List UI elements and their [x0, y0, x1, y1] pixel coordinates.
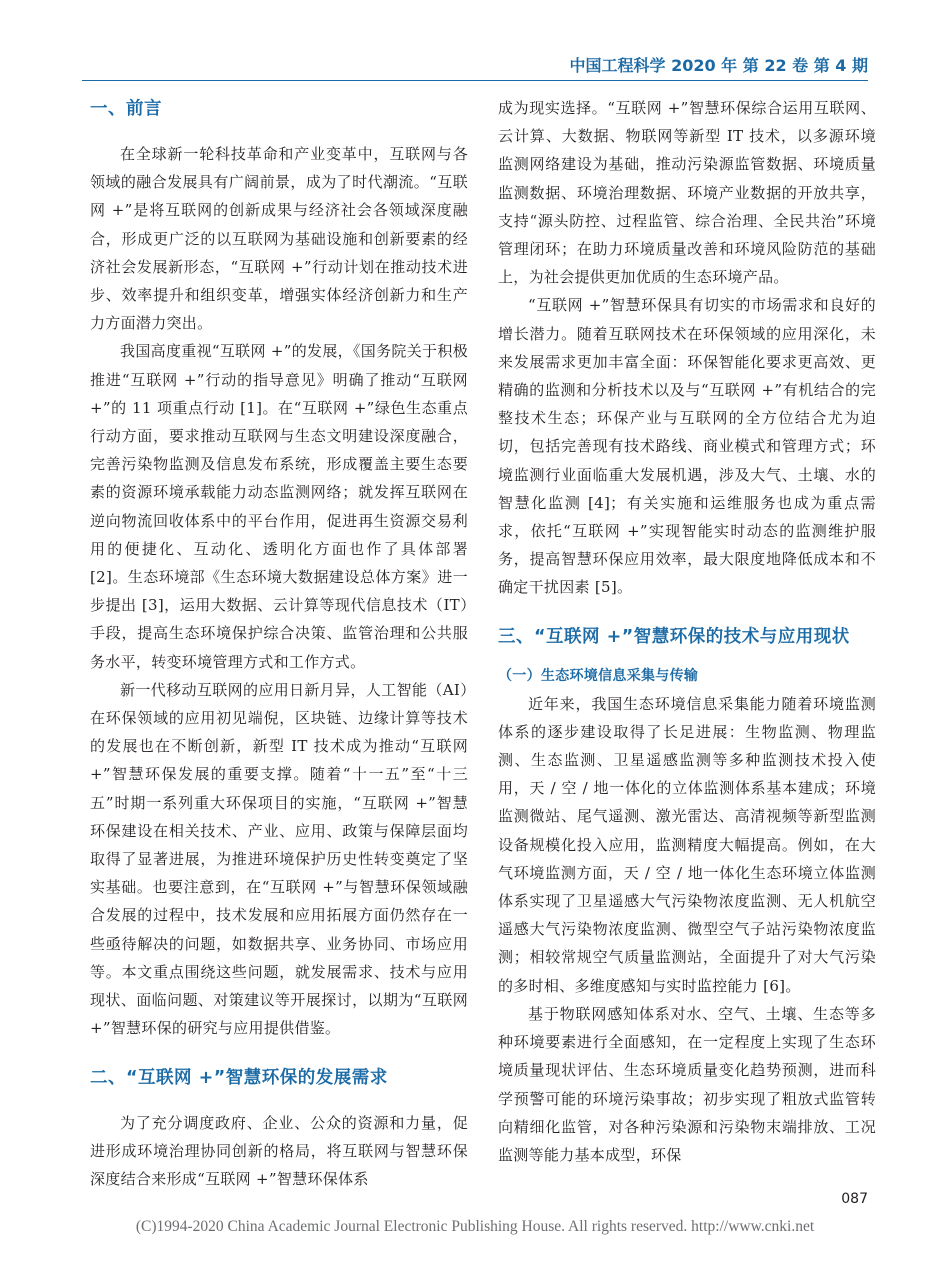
subsection-heading-information-collection: （一）生态环境信息采集与传输 [498, 667, 699, 684]
page-number: 087 [841, 1191, 868, 1207]
paragraph: 我国高度重视“互联网 +”的发展，《国务院关于积极推进“互联网 +”行动的指导意见》明确了推动“互联网 +”的 11 项重点行动 [1]。在“互联网 +”绿色生态重点行动方面，要求推动互联网与生态文明建设深度融合，完善污染物监测及信息发布系统，形成覆盖主要生态要素的资源环境承载能力动态监测网络；就发挥互联网在逆向物流回收体系中的平台作用，促进再生资源交易利用的便捷化、互动化、透明化方面也作了具体部署 [2]。生态环境部《生态环境大数据建设总体方案》进一步提出 [3]，运用大数据、云计算等现代信息技术（IT）手段，提高生态环境保护综合决策、监管治理和公共服务水平，转变环境管理方式和工作方式。 [90, 342, 468, 671]
paragraph: 近年来，我国生态环境信息采集能力随着环境监测体系的逐步建设取得了长足进展：生物监测、物理监测、生态监测、卫星遥感监测等多种监测技术投入使用，天 / 空 / 地一体化的立体监测体系基本建成；环境监测微站、尾气遥测、激光雷达、高清视频等新型监测设备规模化投入应用，监测精度大幅提高。例如，在大气环境监测方面，天 / 空 / 地一体化生态环境立体监测体系实现了卫星遥感大气污染物浓度监测、无人机航空遥感大气污染物浓度监测、微型空气子站污染物浓度监测；相较常规空气质量监测站，全面提升了对大气污染的多时相、多维度感知与实时监控能力 [6]。 [498, 694, 876, 995]
section-heading-technology-status: 三、“互联网 +”智慧环保的技术与应用现状 [498, 626, 850, 647]
copyright-footer: (C)1994-2020 China Academic Journal Electronic Publishing House. All rights reserved. http://www.cnki.net [135, 1218, 815, 1235]
paragraph: 在全球新一轮科技革命和产业变革中，互联网与各领域的融合发展具有广阔前景，成为了时代潮流。“互联网 +”是将互联网的创新成果与经济社会各领域深度融合，形成更广泛的以互联网为基础设施和创新要素的经济社会发展新形态，“互联网 +”行动计划在推动技术进步、效率提升和组织变革，增强实体经济创新力和生产力方面潜力突出。 [90, 145, 468, 333]
right-column [498, 94, 876, 1169]
running-header-title: 中国工程科学 2020 年 第 22 卷 第 4 期 [569, 56, 868, 75]
paragraph: 基于物联网感知体系对水、空气、土壤、生态等多种环境要素进行全面感知，在一定程度上实现了生态环境质量现状评估、生态环境质量变化趋势预测，进而科学预警可能的环境污染事故；初步实现了粗放式监管转向精细化监管，对各种污染源和污染物末端排放、工况监测等能力基本成型，环保 [498, 1004, 876, 1164]
paragraph: 为了充分调度政府、企业、公众的资源和力量，促进形成环境治理协同创新的格局，将互联网与智慧环保深度结合来形成“互联网 +”智慧环保体系 [90, 1113, 468, 1188]
paragraph: 新一代移动互联网的应用日新月异，人工智能（AI）在环保领域的应用初见端倪，区块链、边缘计算等技术的发展也在不断创新，新型 IT 技术成为推动“互联网 +”智慧环保发展的重要支撑。随着“十一五”至“十三五”时期一系列重大环保项目的实施，“互联网 +”智慧环保建设在相关技术、产业、应用、政策与保障层面均取得了显著进展，为推进环境保护历史性转变奠定了坚实基础。也要注意到，在“互联网 +”与智慧环保领域融合发展的过程中，技术发展和应用拓展方面仍然存在一些亟待解决的问题，如数据共享、业务协同、市场应用等。本文重点围绕这些问题，就发展需求、技术与应用现状、面临问题、对策建议等开展探讨，以期为“互联网 +”智慧环保的研究与应用提供借鉴。 [90, 680, 468, 1038]
header-divider [82, 80, 868, 81]
left-column [90, 94, 468, 1193]
paragraph: “互联网 +”智慧环保具有切实的市场需求和良好的增长潜力。随着互联网技术在环保领域的应用深化，未来发展需求更加丰富全面：环保智能化要求更高效、更精确的监测和分析技术以及与“互联网 +”有机结合的完整技术生态；环保产业与互联网的全方位结合尤为迫切，包括完善现有技术路线、商业模式和管理方式；环境监测行业面临重大发展机遇，涉及大气、土壤、水的智慧化监测 [4]；有关实施和运维服务也成为重点需求，依托“互联网 +”实现智能实时动态的监测维护服务，提高智慧环保应用效率，最大限度地降低成本和不确定干扰因素 [5]。 [498, 296, 876, 597]
section-heading-introduction: 一、前言 [90, 99, 162, 119]
paragraph-continued: 成为现实选择。“互联网 +”智慧环保综合运用互联网、云计算、大数据、物联网等新型 IT 技术，以多源环境监测网络建设为基础，推动污染源监管数据、环境质量监测数据、环境治理数据、环境产业数据的开放共享，支持“源头防控、过程监管、综合治理、全民共治”环境管理闭环；在助力环境质量改善和环境风险防范的基础上，为社会提供更加优质的生态环境产品。 [498, 99, 876, 287]
section-heading-development-needs: 二、“互联网 +”智慧环保的发展需求 [90, 1067, 388, 1088]
